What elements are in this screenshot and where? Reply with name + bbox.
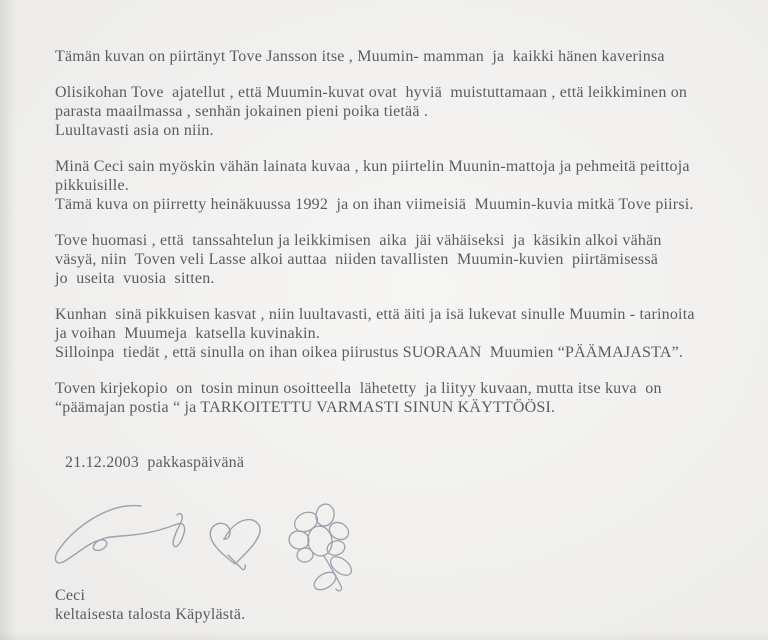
handwritten-signature-icon bbox=[45, 500, 205, 575]
letter-line: väsyä, niin Toven veli Lasse alkoi auttaa niiden tavallisten Muumin-kuvien piirtämisessä bbox=[55, 251, 659, 268]
letter-line: Toven kirjekopio on tosin minun osoitteella lähetetty ja liityy kuvaan, mutta itse kuva on bbox=[55, 380, 662, 397]
letter-line: Olisikohan Tove ajatellut , että Muumin-kuvat ovat hyviä muistuttamaan , että leikkiminen on bbox=[55, 84, 688, 101]
heart-sketch-icon bbox=[195, 508, 275, 578]
letter-line: Tämän kuvan on piirtänyt Tove Jansson itse , Muumin- mamman ja kaikki hänen kaverinsa bbox=[55, 48, 665, 65]
letter-line: pikkuisille. bbox=[55, 177, 129, 194]
signature-area bbox=[45, 498, 723, 586]
letter-line: Minä Ceci sain myöskin vähän lainata kuvaa , kun piirtelin Muunin-mattoja ja pehmeitä peittoja bbox=[55, 158, 690, 175]
letter-line: parasta maailmassa , senhän jokainen pieni poika tietää . bbox=[55, 103, 429, 120]
paragraph bbox=[55, 157, 723, 214]
paper-edge-shadow-bottom bbox=[0, 632, 768, 640]
letter-body bbox=[55, 47, 723, 624]
flower-sketch-icon bbox=[278, 500, 360, 595]
signoff-name: Ceci bbox=[55, 587, 86, 604]
paragraph bbox=[55, 379, 723, 417]
letter-line: Tämä kuva on piirretty heinäkuussa 1992 ja on ihan viimeisiä Muumin-kuvia mitkä Tove piirsi. bbox=[55, 196, 694, 213]
letter-line: ja voihan Muumeja katsella kuvinakin. bbox=[55, 325, 321, 342]
paragraph bbox=[55, 47, 723, 66]
letter-line: Luultavasti asia on niin. bbox=[55, 122, 214, 139]
paragraph bbox=[55, 305, 723, 362]
letter-line: Tove huomasi , että tanssahtelun ja leikkimisen aika jäi vähäiseksi ja käsikin alkoi vähän bbox=[55, 232, 662, 249]
date-line: 21.12.2003 pakkaspäivänä bbox=[65, 454, 245, 471]
letter-line: “päämajan postia “ ja TARKOITETTU VARMASTI SINUN KÄYTTÖÖSI. bbox=[55, 399, 556, 416]
letter-line: Silloinpa tiedät , että sinulla on ihan oikea piirustus SUORAAN Muumien “PÄÄMAJASTA”. bbox=[55, 344, 684, 361]
letter-line: jo useita vuosia sitten. bbox=[55, 270, 215, 287]
letter-line: Kunhan sinä pikkuisen kasvat , niin luultavasti, että äiti ja isä lukevat sinulle Muumin - tarinoita bbox=[55, 306, 695, 323]
paragraph bbox=[55, 83, 723, 140]
paragraph bbox=[55, 231, 723, 288]
signoff-address: keltaisesta talosta Käpylästä. bbox=[55, 606, 246, 623]
signoff bbox=[55, 586, 723, 624]
paper-edge-shadow bbox=[0, 0, 16, 640]
